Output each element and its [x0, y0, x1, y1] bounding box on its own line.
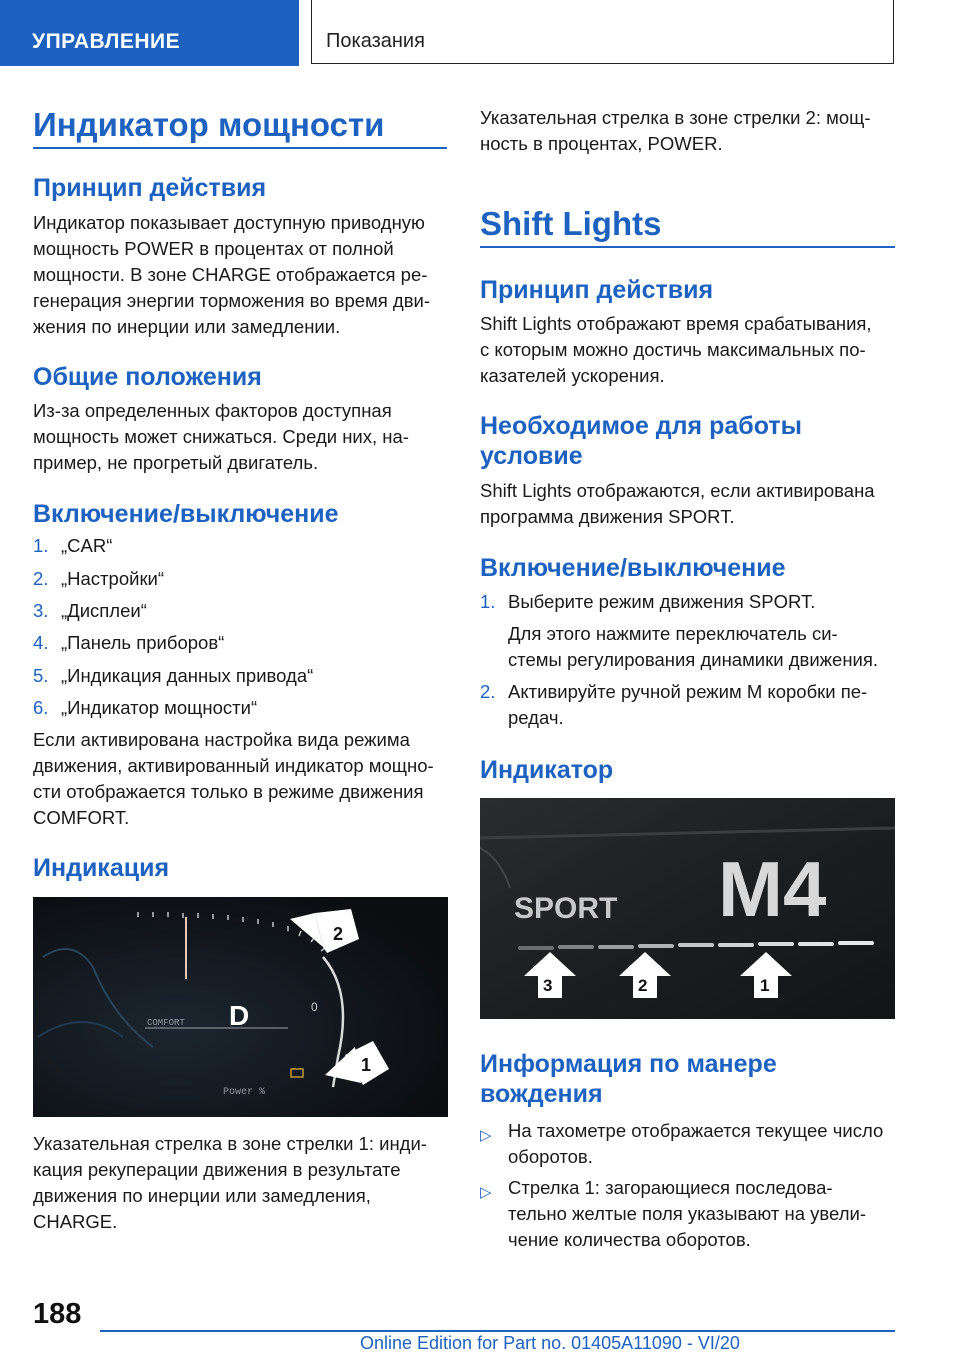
mode-label: COMFORT	[147, 1018, 185, 1028]
text-line: кация рекуперации движения в результате	[33, 1159, 401, 1180]
text-line: жения по инерции или замедлении.	[33, 316, 341, 337]
step-text: „Настройки“	[61, 568, 165, 589]
paragraph-principle	[33, 210, 453, 340]
arrow-3-label: 3	[543, 976, 553, 995]
text-line: Выберите режим движения SPORT.	[508, 591, 816, 612]
text-line: мощности. В зоне CHARGE отображается ре-	[33, 264, 428, 285]
paragraph-principle-right	[480, 311, 900, 389]
page-number: 188	[33, 1298, 82, 1330]
heading-line: вождения	[480, 1080, 603, 1108]
bullet-text	[508, 1118, 883, 1170]
paragraph-general	[33, 398, 453, 476]
bullet-text	[508, 1175, 866, 1253]
subheading-principle-right: Принцип действия	[480, 276, 714, 304]
arrow-1-label: 1	[760, 976, 770, 995]
text-line: мощность может снижаться. Среди них, на-	[33, 426, 409, 447]
paragraph-arrow2	[480, 105, 900, 157]
footer-edition: Online Edition for Part no. 01405A11090 - VI/20	[360, 1333, 740, 1353]
footer-rule	[100, 1330, 895, 1332]
subheading-onoff-right: Включение/выключение	[480, 554, 786, 582]
step-number: 1.	[480, 591, 496, 612]
text-line: тельно желтые поля указывают на увели-	[508, 1203, 866, 1224]
section-heading-shift-lights: Shift Lights	[480, 205, 662, 242]
step-number: 3.	[33, 600, 49, 621]
step-text: „Дисплеи“	[61, 600, 147, 621]
heading-line: Информация по манере	[480, 1050, 777, 1078]
triangle-bullet-icon: ▷	[480, 1184, 492, 1201]
power-scale-label: Power %	[223, 1087, 266, 1098]
heading-rule	[33, 147, 447, 149]
step-text	[508, 589, 815, 615]
text-line: ность в процентах, POWER.	[480, 133, 723, 154]
text-line: Активируйте ручной режим M коробки пе-	[508, 681, 868, 702]
text-line: пример, не прогретый двигатель.	[33, 452, 319, 473]
triangle-bullet-icon: ▷	[480, 1127, 492, 1144]
subheading-requirement	[480, 411, 802, 471]
text-line: Shift Lights отображаются, если активирована	[480, 480, 875, 501]
text-line: редач.	[508, 707, 564, 728]
section-tab	[0, 0, 299, 66]
arrow-2-label: 2	[638, 976, 648, 995]
text-line: COMFORT.	[33, 807, 130, 828]
section-title: УПРАВЛЕНИЕ	[32, 30, 181, 53]
text-line: чение количества оборотов.	[508, 1229, 751, 1250]
text-line: Shift Lights отображают время срабатывания,	[480, 313, 872, 334]
text-line: с которым можно достичь максимальных по-	[480, 339, 866, 360]
text-line: движения по инерции или замедления,	[33, 1185, 371, 1206]
text-line: Если активирована настройка вида режима	[33, 729, 410, 750]
text-line: движения, активированный индикатор мощно-	[33, 755, 434, 776]
text-line: генерация энергии торможения во время дви-	[33, 290, 431, 311]
step-text: „Индикатор мощности“	[61, 697, 258, 718]
paragraph-requirement	[480, 478, 900, 530]
mode-label: SPORT	[514, 892, 618, 925]
text-line: мощность POWER в процентах от полной	[33, 238, 394, 259]
step-text	[508, 679, 867, 731]
step-number: 2.	[33, 568, 49, 589]
heading-line: Необходимое для работы	[480, 412, 802, 440]
heading-rule	[480, 246, 895, 248]
arrow-2-label: 2	[333, 924, 344, 944]
subheading-indicator: Индикатор	[480, 756, 614, 784]
caption-display	[33, 1131, 453, 1235]
step-text: „Панель приборов“	[61, 632, 225, 653]
gear-indicator: M4	[718, 845, 827, 933]
zero-label: 0	[311, 1000, 318, 1014]
subheading-display: Индикация	[33, 854, 170, 882]
shift-lights-graphic	[480, 798, 895, 1019]
step-number: 5.	[33, 665, 49, 686]
gear-indicator: D	[229, 1000, 250, 1031]
text-line: программа движения SPORT.	[480, 506, 735, 527]
subheading-general: Общие положения	[33, 363, 262, 391]
arrow-1-label: 1	[361, 1055, 372, 1075]
step-text	[508, 621, 878, 673]
step-number: 2.	[480, 681, 496, 702]
text-line: Индикатор показывает доступную приводную	[33, 212, 425, 233]
text-line: Указательная стрелка в зоне стрелки 1: инди-	[33, 1133, 427, 1154]
step-number: 1.	[33, 535, 49, 556]
text-line: CHARGE.	[33, 1211, 118, 1232]
shift-lights-image	[480, 798, 895, 1019]
step-text: „Индикация данных привода“	[61, 665, 314, 686]
step-number: 4.	[33, 632, 49, 653]
text-line: сти отображается только в режиме движения	[33, 781, 424, 802]
subsection-title: Показания	[326, 30, 425, 52]
subheading-onoff: Включение/выключение	[33, 500, 339, 528]
text-line: Стрелка 1: загорающиеся последова-	[508, 1177, 833, 1198]
text-line: Для этого нажмите переключатель си-	[508, 623, 838, 644]
subheading-driving-info	[480, 1049, 777, 1109]
paragraph-onoff-note	[33, 727, 453, 831]
text-line: На тахометре отображается текущее число	[508, 1120, 884, 1141]
text-line: стемы регулирования динамики движения.	[508, 649, 879, 670]
text-line: казателей ускорения.	[480, 365, 665, 386]
subsection-box	[311, 0, 894, 64]
text-line: Из-за определенных факторов доступная	[33, 400, 392, 421]
subheading-principle: Принцип действия	[33, 174, 267, 202]
power-meter-image	[33, 897, 448, 1117]
section-heading-power: Индикатор мощности	[33, 106, 385, 143]
step-number: 6.	[33, 697, 49, 718]
text-line: Указательная стрелка в зоне стрелки 2: мощ-	[480, 107, 871, 128]
power-meter-graphic	[33, 897, 448, 1117]
heading-line: условие	[480, 442, 583, 470]
step-text: „CAR“	[61, 535, 113, 556]
text-line: оборотов.	[508, 1146, 593, 1167]
